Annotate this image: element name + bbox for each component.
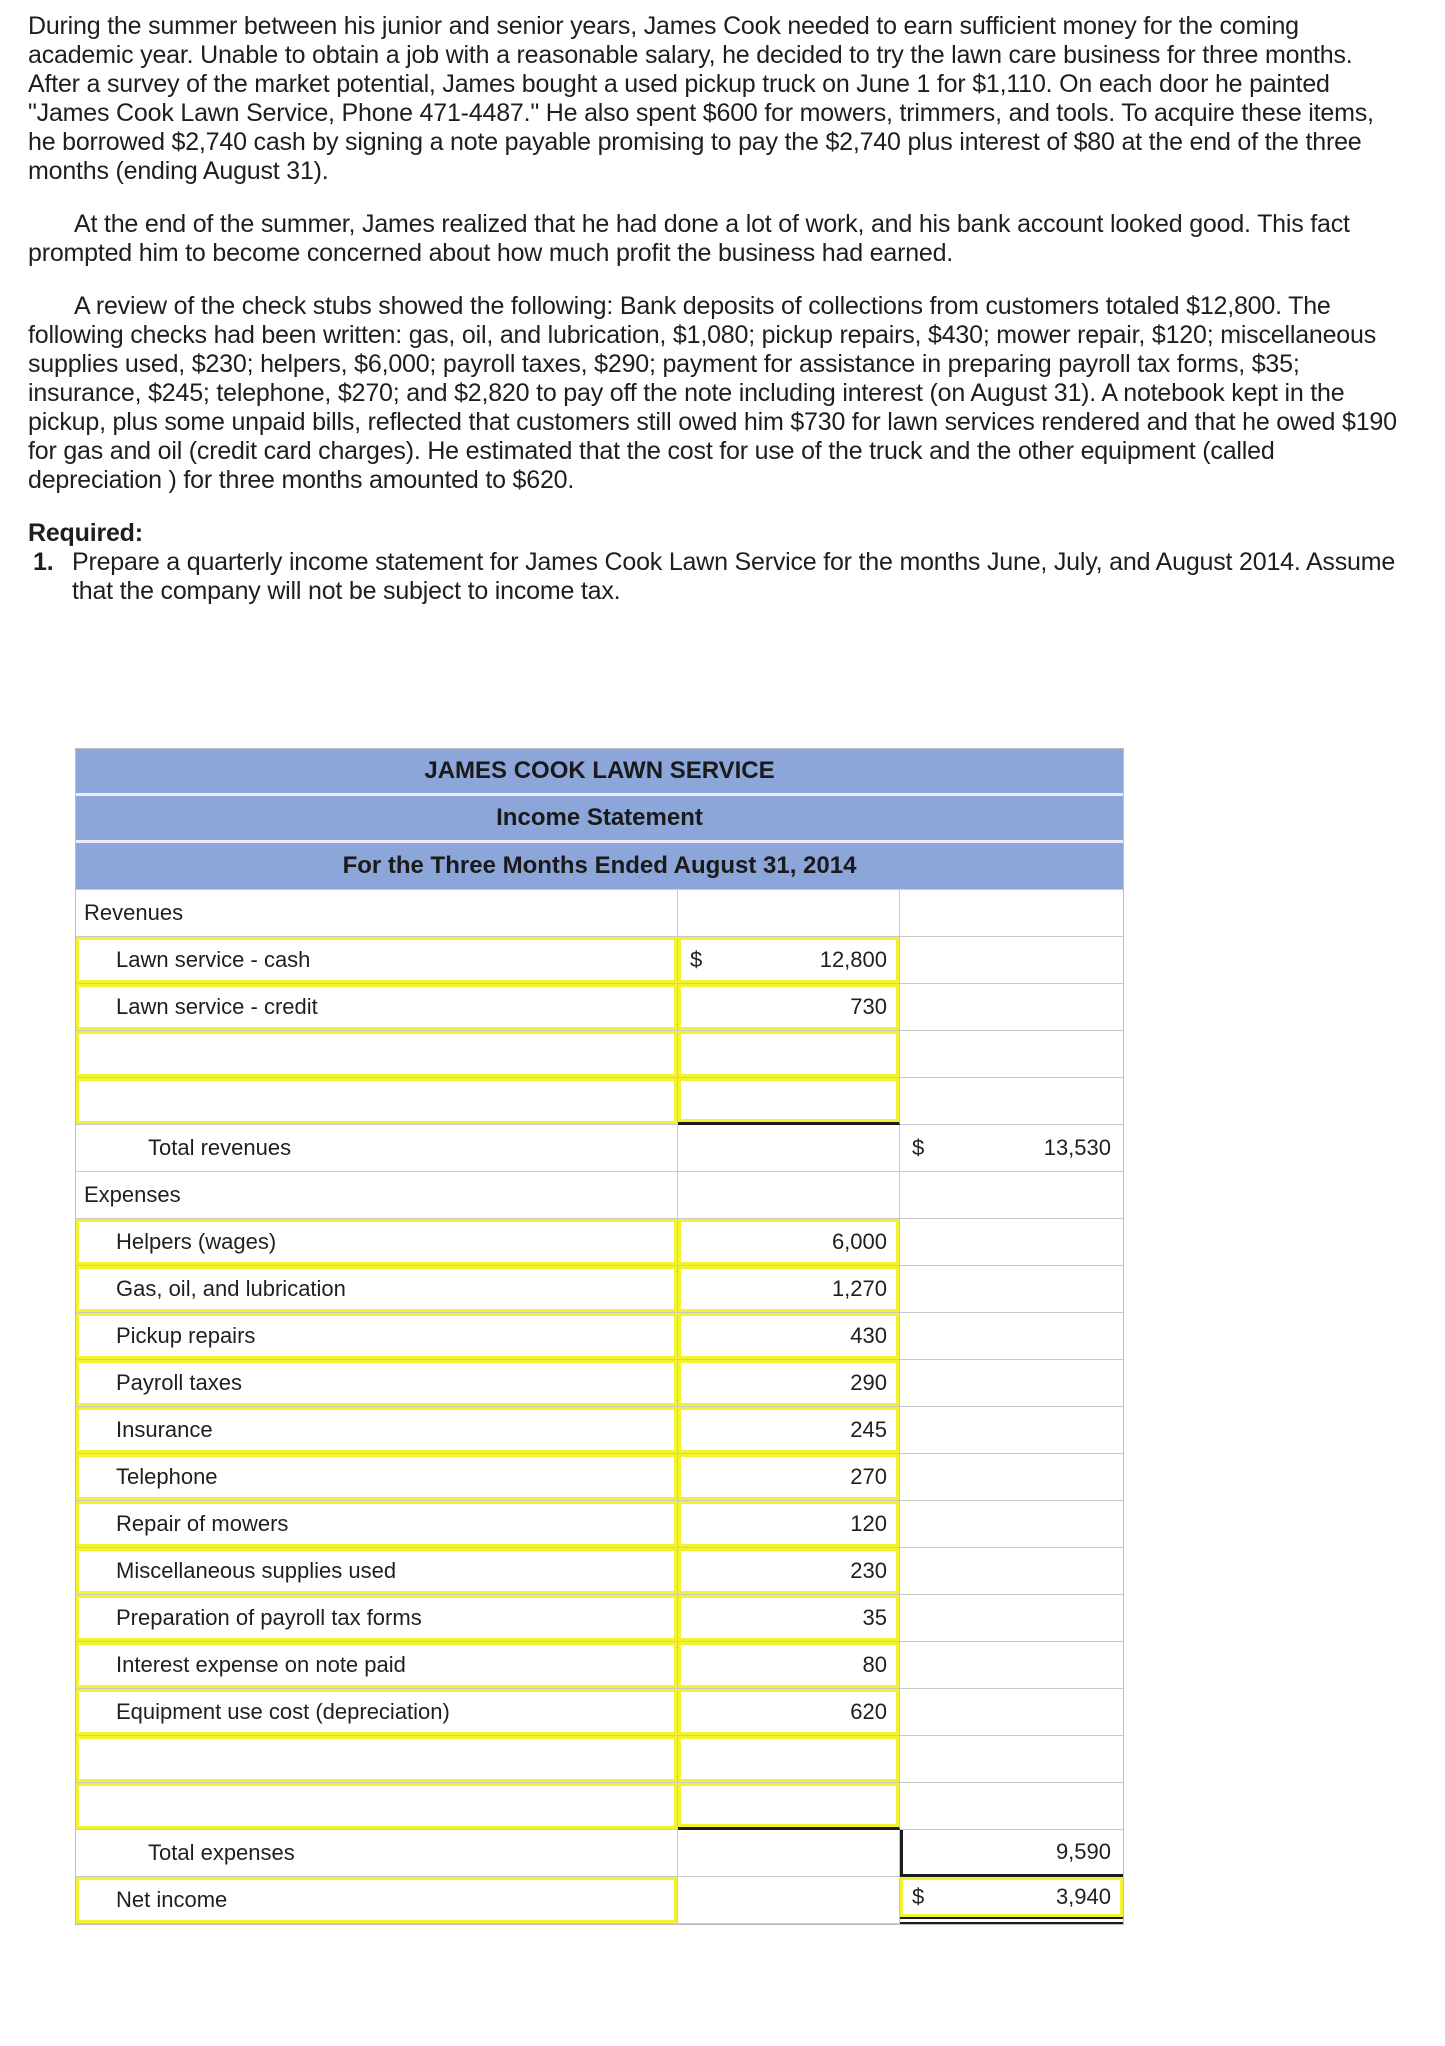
- table-row: [76, 1219, 1123, 1266]
- row-label-cell[interactable]: Miscellaneous supplies used: [76, 1548, 678, 1595]
- amount-cell[interactable]: [678, 937, 900, 984]
- amount-cell[interactable]: [678, 1407, 900, 1454]
- amount-cell[interactable]: [678, 1313, 900, 1360]
- amount-value: 230: [850, 1558, 887, 1583]
- row-label-cell[interactable]: Insurance: [76, 1407, 678, 1454]
- dollar-sign: $: [690, 947, 703, 972]
- total-cell: [900, 1548, 1123, 1595]
- dollar-sign: $: [912, 1884, 925, 1909]
- amount-value: 730: [850, 994, 887, 1019]
- total-cell[interactable]: [900, 1877, 1123, 1924]
- amount-cell[interactable]: [678, 1266, 900, 1313]
- amount-value: 290: [850, 1370, 887, 1395]
- amount-cell[interactable]: [678, 984, 900, 1031]
- requirement-text: Prepare a quarterly income statement for James Cook Lawn Service for the months June, July, and August 2014. Assume that the company will not be subject to income tax.: [72, 548, 1396, 605]
- amount-value: 35: [862, 1605, 887, 1630]
- total-cell: [900, 1595, 1123, 1642]
- total-cell: [900, 890, 1123, 937]
- amount-cell[interactable]: [678, 1642, 900, 1689]
- total-cell: [900, 1031, 1123, 1078]
- table-row: [76, 1501, 1123, 1548]
- table-row: [76, 890, 1123, 937]
- row-label-cell[interactable]: Gas, oil, and lubrication: [76, 1266, 678, 1313]
- intro-paragraph-1: During the summer between his junior and senior years, James Cook needed to earn sufficient money for the coming academic year. Unable to obtain a job with a reasonable salary, he decided to try the lawn care business for three months. After a survey of the market potential, James bought a used pickup truck on June 1 for $1,110. On each door he painted "James Cook Lawn Service, Phone 471-4487." He also spent $600 for mowers, trimmers, and tools. To acquire these items, he borrowed $2,740 cash by signing a note payable promising to pay the $2,740 plus interest of $80 at the end of the three months (ending August 31).: [28, 12, 1374, 185]
- amount-cell: [678, 1877, 900, 1924]
- row-label-cell[interactable]: Repair of mowers: [76, 1501, 678, 1548]
- row-label-cell: Total expenses: [76, 1830, 678, 1877]
- row-label-cell[interactable]: [76, 1031, 678, 1078]
- statement-subtitle: Income Statement: [76, 796, 1123, 843]
- amount-cell[interactable]: [678, 1736, 900, 1783]
- intro-paragraph-3: A review of the check stubs showed the following: Bank deposits of collections from customers totaled $12,800. The following checks had been written: gas, oil, and lubrication, $1,080; pickup repairs, $430; mower repair, $120; miscellaneous supplies used, $230; helpers, $6,000; payroll taxes, $290; payment for assistance in preparing payroll tax forms, $35; insurance, $245; telephone, $270; and $2,820 to pay off the note including interest (on August 31). A notebook kept in the pickup, plus some unpaid bills, reflected that customers still owed him $730 for lawn services rendered and that he owed $190 for gas and oil (credit card charges). He estimated that the cost for use of the truck and the other equipment (called depreciation ) for three months amounted to $620.: [28, 292, 1397, 494]
- total-cell: [900, 1501, 1123, 1548]
- table-row: [76, 1407, 1123, 1454]
- row-label-cell[interactable]: Equipment use cost (depreciation): [76, 1689, 678, 1736]
- amount-cell: [678, 1125, 900, 1172]
- amount-cell[interactable]: [678, 1689, 900, 1736]
- total-cell: [900, 1078, 1123, 1125]
- table-row: [76, 1783, 1123, 1830]
- total-cell: [900, 1642, 1123, 1689]
- row-label-cell[interactable]: Preparation of payroll tax forms: [76, 1595, 678, 1642]
- amount-value: 270: [850, 1464, 887, 1489]
- amount-cell[interactable]: [678, 1360, 900, 1407]
- total-cell: [900, 1454, 1123, 1501]
- total-cell: [900, 1830, 1123, 1877]
- income-statement-table: [75, 748, 1124, 1925]
- amount-cell[interactable]: [678, 1783, 900, 1830]
- amount-cell[interactable]: [678, 1219, 900, 1266]
- amount-cell: [678, 890, 900, 937]
- table-row: [76, 1454, 1123, 1501]
- amount-cell[interactable]: [678, 1595, 900, 1642]
- amount-cell[interactable]: [678, 1078, 900, 1125]
- requirement-number: 1.: [33, 548, 54, 576]
- amount-value: 80: [862, 1652, 887, 1677]
- required-heading: Required:: [28, 519, 143, 547]
- amount-cell[interactable]: [678, 1548, 900, 1595]
- amount-value: 12,800: [819, 947, 887, 972]
- statement-title: JAMES COOK LAWN SERVICE: [76, 749, 1123, 796]
- amount-value: 1,270: [831, 1276, 887, 1301]
- row-label-cell[interactable]: [76, 1736, 678, 1783]
- total-value: 3,940: [1055, 1884, 1111, 1909]
- row-label-cell: Revenues: [76, 890, 678, 937]
- row-label-cell[interactable]: Interest expense on note paid: [76, 1642, 678, 1689]
- amount-value: 120: [850, 1511, 887, 1536]
- table-row: [76, 1078, 1123, 1125]
- amount-value: 6,000: [831, 1229, 887, 1254]
- row-label-cell[interactable]: Lawn service - credit: [76, 984, 678, 1031]
- table-row: [76, 1548, 1123, 1595]
- row-label-cell[interactable]: Net income: [76, 1877, 678, 1924]
- statement-rows: [76, 890, 1123, 1924]
- total-cell: [900, 1219, 1123, 1266]
- total-cell: [900, 1313, 1123, 1360]
- intro-paragraph-2: At the end of the summer, James realized that he had done a lot of work, and his bank account looked good. This fact prompted him to become concerned about how much profit the business had earned.: [28, 210, 1350, 267]
- table-row: [76, 1877, 1123, 1924]
- table-row: [76, 1595, 1123, 1642]
- amount-cell[interactable]: [678, 1501, 900, 1548]
- row-label-cell[interactable]: Payroll taxes: [76, 1360, 678, 1407]
- amount-value: 245: [850, 1417, 887, 1442]
- table-row: [76, 937, 1123, 984]
- table-row: [76, 1689, 1123, 1736]
- table-row: [76, 984, 1123, 1031]
- total-cell: [900, 937, 1123, 984]
- amount-value: 430: [850, 1323, 887, 1348]
- total-cell: [900, 984, 1123, 1031]
- amount-cell[interactable]: [678, 1031, 900, 1078]
- row-label-cell[interactable]: Telephone: [76, 1454, 678, 1501]
- total-cell: [900, 1172, 1123, 1219]
- row-label-cell[interactable]: Helpers (wages): [76, 1219, 678, 1266]
- requirement-item: [28, 548, 1406, 606]
- total-cell: [900, 1736, 1123, 1783]
- total-cell: [900, 1266, 1123, 1313]
- total-cell: [900, 1783, 1123, 1830]
- row-label-cell[interactable]: Pickup repairs: [76, 1313, 678, 1360]
- amount-cell: [678, 1172, 900, 1219]
- problem-statement: [28, 12, 1406, 606]
- row-label-cell: Expenses: [76, 1172, 678, 1219]
- amount-cell[interactable]: [678, 1454, 900, 1501]
- total-cell: [900, 1360, 1123, 1407]
- dollar-sign: $: [912, 1135, 925, 1160]
- table-row: [76, 1031, 1123, 1078]
- table-row: [76, 1266, 1123, 1313]
- row-label-cell[interactable]: [76, 1783, 678, 1830]
- table-row: [76, 1172, 1123, 1219]
- statement-period: For the Three Months Ended August 31, 2014: [76, 843, 1123, 890]
- table-row: [76, 1736, 1123, 1783]
- row-label-cell: Total revenues: [76, 1125, 678, 1172]
- table-row: [76, 1360, 1123, 1407]
- table-row: [76, 1642, 1123, 1689]
- total-cell: [900, 1125, 1123, 1172]
- table-row: [76, 1125, 1123, 1172]
- row-label-cell[interactable]: [76, 1078, 678, 1125]
- total-value: 9,590: [1055, 1839, 1111, 1864]
- amount-value: 620: [850, 1699, 887, 1724]
- total-cell: [900, 1689, 1123, 1736]
- total-value: 13,530: [1043, 1135, 1111, 1160]
- row-label-cell[interactable]: Lawn service - cash: [76, 937, 678, 984]
- table-row: [76, 1313, 1123, 1360]
- table-row: [76, 1830, 1123, 1877]
- amount-cell: [678, 1830, 900, 1877]
- total-cell: [900, 1407, 1123, 1454]
